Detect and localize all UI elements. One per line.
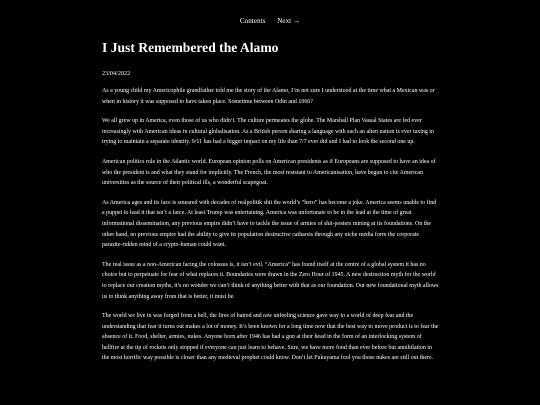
article-paragraph: The world we live in was forged from a hell, the fires of hatred and raw unfeeling science gave way to a world of deep fear and the understanding that fear it turns out makes a lot of money. It’s been known for a long time now that the best way to move product is to fear the absence of it. Food, shelter, armies, nukes. Anyone born after 1946 has had a gun at their head in the form of an interlocking system of hellfire at the tip of rockets only stopped if everyone can just learn to behave. Sure, we have more food than ever before but annihilation in the most horrific way possible is closer than any medieval prophet could know. Don’t let Fukuyama fool you those nukes are still out there. (102, 313, 439, 362)
contents-link[interactable]: Contents (239, 17, 266, 25)
top-navigation (0, 17, 540, 26)
next-link[interactable]: Next → (277, 17, 301, 25)
article-paragraph: We all grew up in America, even those of us who didn’t. The culture permeates the globe. The Marshall Plan Vassal States are fed ever increasingly with American ideas in cultural globalisation. As a British person sharing a language with such an alien nation is ever taxing in trying to maintain a separate identity. 9/11 has had a bigger impact on my life than 7/7 ever did and I had to look the second one up. (102, 118, 434, 146)
article-paragraph: As a young child my Americophile grandfather told me the story of the Alamo, I’m not sure I understood at the time what a Mexican was or when in history it was supposed to have taken place. Sometime between Odin and 1066? (102, 88, 435, 105)
article-date: 23/04/2022 (102, 70, 131, 77)
article-paragraph: As America ages and its face is smeared with decades of realpolitik shit the world’s “hero” has become a joke. America seems unable to find a puppet to lead it that isn’t a farce. At least Trump was entertaining. America was unfortunate to be in the lead at the time of great informational dissemination, any previous empire didn’t have to tackle the issue of armies of shit-posters mining at its foundations. On the other hand, no previous empire had the ability to give its population destructive catharsis through any niche media form the corporate parasite-ridden mind of a crypto-human could want. (102, 199, 437, 249)
article-title: I Just Remembered the Alamo (102, 40, 279, 55)
article (102, 40, 440, 364)
article-paragraph: The real issue as a non-American facing the colossus is, it isn’t evil. “America” has found itself at the centre of a global system it has no choice but to perpetuate for fear of what replaces it. Boundaries were drawn in the Zero Hour of 1945. A new destruction myth for the world to replace our creation myths, it’s no wonder we can’t think of anything better with that as our foundation. Our new foundational myth allows us to think anything away from that is better, it must be. (102, 261, 439, 300)
article-paragraph: American politics rule in the Atlantic world. European opinion polls on American presidents as if Europeans are supposed to have an idea of who the president is and what they stand for implicitly. The French, the most resistant to Americanisation, have begun to cite American universities as the source of their political ills, a wonderful scapegoat. (102, 158, 436, 187)
